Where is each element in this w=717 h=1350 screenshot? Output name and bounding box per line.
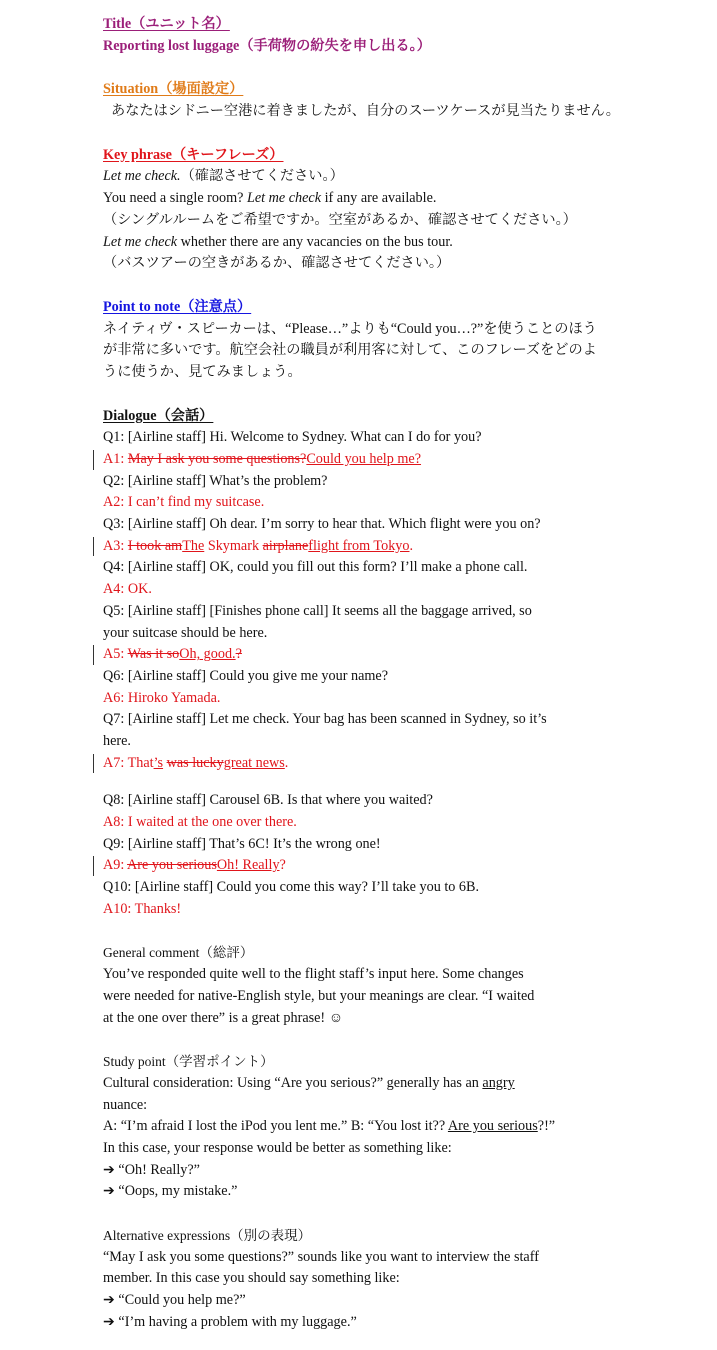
inserted-text: The	[182, 537, 205, 554]
example-translation: （バスツアーの空きがあるか、確認させてください。）	[103, 255, 451, 272]
dialogue-question: Q1: [Airline staff] Hi. Welcome to Sydney. What can I do for you?	[103, 429, 482, 446]
point-to-note-line: うに使うか、見てみましょう。	[103, 363, 302, 380]
answer-text: Skymark	[204, 537, 263, 554]
alternative-expressions-heading: Alternative expressions（別の表現）	[103, 1228, 312, 1243]
example-text: if any are available.	[321, 190, 437, 207]
deleted-text: I took am	[127, 537, 183, 554]
answer-prefix: A7: That	[103, 754, 154, 771]
deleted-text: ?	[235, 646, 242, 663]
dialogue-answer-revised	[103, 536, 703, 558]
dialogue-answer-revised	[103, 855, 703, 877]
point-to-note-line: ネイティヴ・スピーカーは、“Please…”よりも“Could you…?”を使うことのほう	[103, 320, 597, 337]
inserted-text: flight from Tokyo	[308, 537, 410, 554]
point-to-note-line: が非常に多いです。航空会社の職員が利用客に対して、このフレーズをどのよ	[103, 342, 597, 359]
dialogue-question: Q7: [Airline staff] Let me check. Your bag has been scanned in Sydney, so it’s	[103, 711, 547, 728]
underlined-text: angry	[482, 1074, 515, 1091]
dialogue-answer: A4: OK.	[103, 581, 152, 598]
dialogue-answer: A2: I can’t find my suitcase.	[103, 494, 265, 511]
general-comment-line: You’ve responded quite well to the flight staff’s input here. Some changes	[103, 966, 524, 983]
key-phrase-line	[103, 166, 703, 188]
dialogue-question: Q4: [Airline staff] OK, could you fill out this form? I’ll make a phone call.	[103, 559, 528, 576]
study-point-suggestion: ➔ “Oops, my mistake.”	[103, 1183, 238, 1200]
title-heading: Title（ユニット名）	[103, 16, 230, 32]
study-point-text: A: “I’m afraid I lost the iPod you lent me.” B: “You lost it??	[103, 1118, 448, 1135]
general-comment-line: were needed for native-English style, but your meanings are clear. “I waited	[103, 987, 535, 1004]
answer-prefix: A5:	[103, 646, 128, 663]
point-to-note-heading: Point to note（注意点）	[103, 298, 252, 315]
dialogue-question: Q9: [Airline staff] That’s 6C! It’s the wrong one!	[103, 835, 381, 852]
general-comment-line: at the one over there” is a great phrase! ☺	[103, 1009, 344, 1026]
dialogue-heading: Dialogue（会話）	[103, 407, 214, 424]
deleted-text: Are you serious	[127, 857, 217, 874]
study-point-line: nuance:	[103, 1096, 148, 1113]
key-phrase-emphasis: Let me check	[103, 233, 178, 250]
dialogue-question: Q2: [Airline staff] What’s the problem?	[103, 472, 328, 489]
key-phrase-example	[103, 188, 703, 210]
dialogue-answer: A10: Thanks!	[103, 900, 182, 917]
document-page	[103, 14, 703, 1333]
answer-text: .	[409, 537, 414, 554]
answer-prefix: A3:	[103, 537, 128, 554]
key-phrase-example	[103, 232, 703, 254]
deleted-text: May I ask you some questions?	[127, 451, 307, 467]
alternative-line: “May I ask you some questions?” sounds like you want to interview the staff	[103, 1248, 539, 1265]
situation-text: あなたはシドニー空港に着きましたが、自分のスーツケースが見当たりません。	[111, 103, 620, 120]
key-phrase-emphasis: Let me check.	[103, 168, 181, 185]
alternative-suggestion: ➔ “Could you help me?”	[103, 1292, 246, 1309]
study-point-text: Cultural consideration: Using “Are you serious?” generally has an	[103, 1074, 483, 1091]
inserted-text: Could you help me?	[306, 451, 422, 467]
example-text: You need a single room?	[103, 190, 247, 207]
dialogue-question-continued: here.	[103, 732, 131, 749]
dialogue-answer: A8: I waited at the one over there.	[103, 814, 297, 830]
dialogue-question: Q10: [Airline staff] Could you come this way? I’ll take you to 6B.	[103, 879, 480, 896]
key-phrase-translation: （確認させてください。）	[180, 168, 344, 185]
study-point-line	[103, 1116, 703, 1138]
inserted-text: great news	[223, 754, 285, 771]
deleted-text: Was it so	[127, 646, 180, 663]
answer-text: .	[284, 754, 289, 771]
situation-heading: Situation（場面設定）	[103, 81, 244, 98]
dialogue-answer: A6: Hiroko Yamada.	[103, 689, 221, 706]
dialogue-question: Q3: [Airline staff] Oh dear. I’m sorry to hear that. Which flight were you on?	[103, 516, 541, 533]
unit-title: Reporting lost luggage（手荷物の紛失を申し出る。）	[103, 37, 431, 54]
inserted-text: Oh! Really	[216, 857, 280, 874]
dialogue-answer-revised	[103, 753, 703, 775]
alternative-line: member. In this case you should say something like:	[103, 1270, 400, 1287]
dialogue-answer-revised	[103, 644, 703, 666]
key-phrase-emphasis: Let me check	[246, 190, 322, 207]
example-text: whether there are any vacancies on the bus tour.	[177, 233, 453, 250]
alternative-suggestion: ➔ “I’m having a problem with my luggage.”	[103, 1313, 357, 1330]
answer-prefix: A1:	[103, 451, 128, 467]
study-point-heading: Study point（学習ポイント）	[103, 1054, 274, 1070]
deleted-text: airplane	[262, 537, 309, 554]
study-point-text: ?!”	[537, 1118, 556, 1135]
example-translation: （シングルルームをご希望ですか。空室があるか、確認させてください。）	[103, 211, 577, 228]
study-point-line	[103, 1073, 703, 1095]
answer-prefix: A9:	[103, 857, 128, 874]
dialogue-question: Q5: [Airline staff] [Finishes phone call] It seems all the baggage arrived, so	[103, 602, 532, 619]
inserted-text: Oh, good.	[179, 646, 236, 663]
underlined-text: Are you serious	[447, 1118, 538, 1135]
deleted-text: was lucky	[166, 754, 224, 771]
study-point-line: In this case, your response would be better as something like:	[103, 1139, 452, 1156]
general-comment-heading: General comment（総評）	[103, 945, 254, 961]
study-point-suggestion: ➔ “Oh! Really?”	[103, 1161, 200, 1178]
key-phrase-heading: Key phrase（キーフレーズ）	[103, 146, 284, 163]
dialogue-question: Q8: [Airline staff] Carousel 6B. Is that where you waited?	[103, 792, 433, 809]
dialogue-answer-revised	[103, 449, 703, 471]
answer-text: ?	[279, 857, 286, 874]
dialogue-question-continued: your suitcase should be here.	[103, 624, 268, 641]
inserted-text: ’s	[153, 754, 164, 771]
dialogue-question: Q6: [Airline staff] Could you give me your name?	[103, 667, 388, 684]
